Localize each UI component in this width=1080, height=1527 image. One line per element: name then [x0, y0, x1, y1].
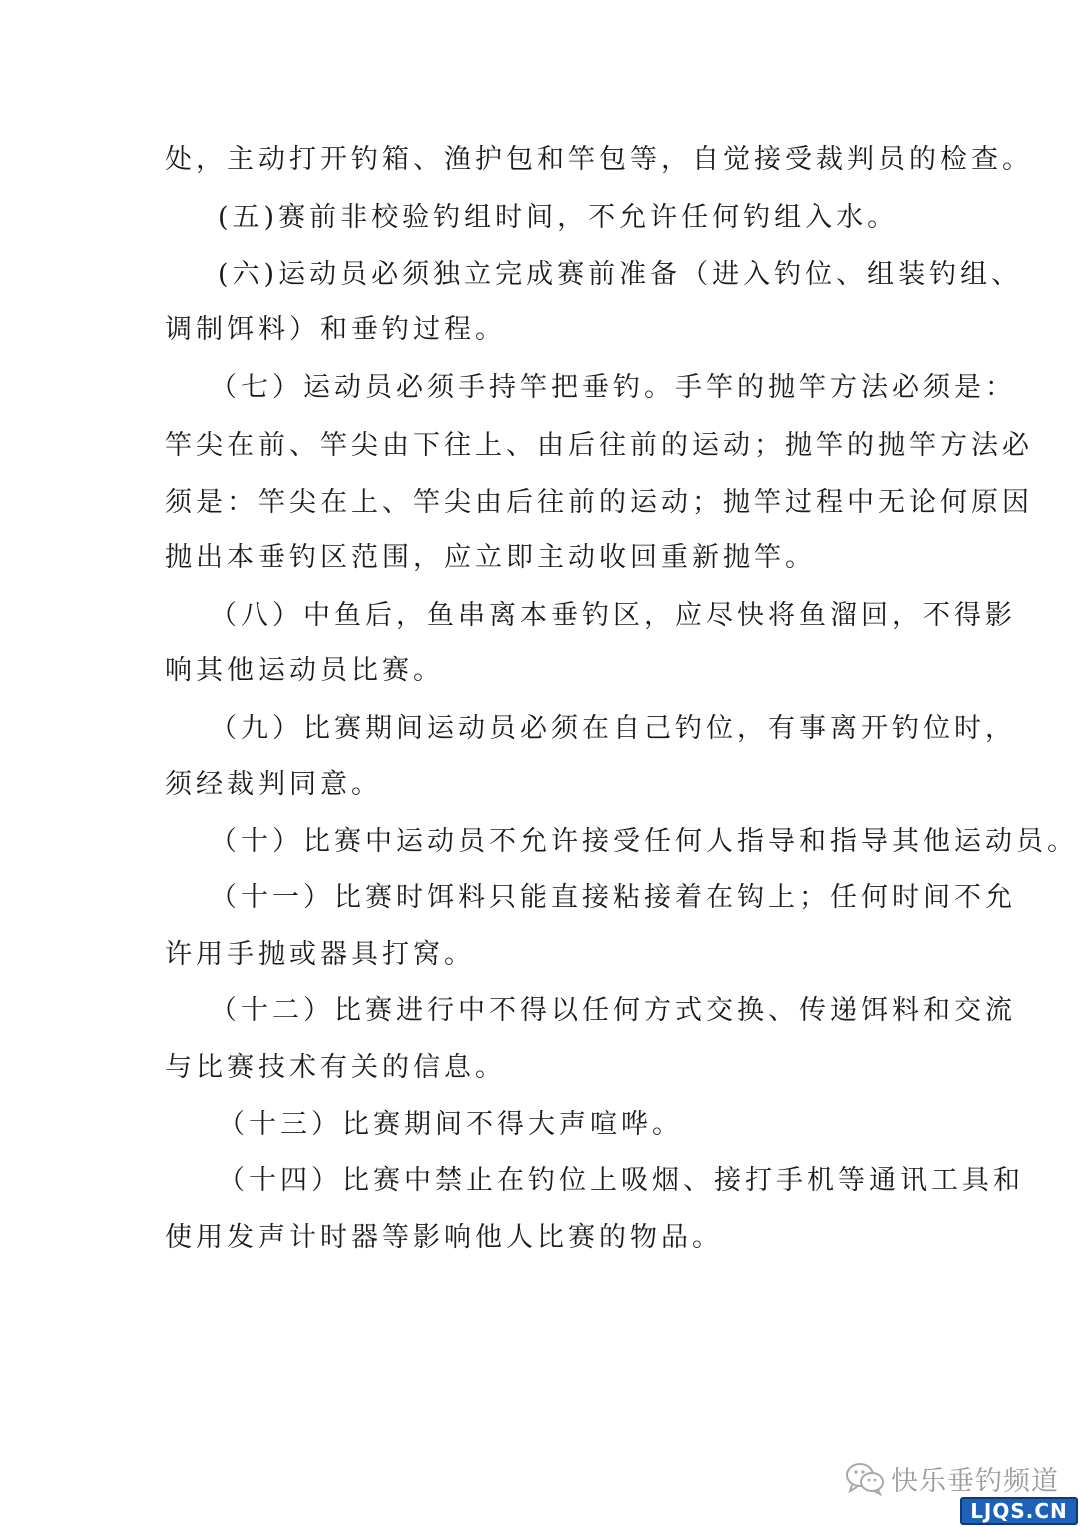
text-line: 处，主动打开钓箱、渔护包和竿包等，自觉接受裁判员的检查。 — [165, 144, 1033, 175]
text-line: （十一）比赛时饵料只能直接粘接着在钩上；任何时间不允 — [210, 882, 1016, 913]
text-line: 须经裁判同意。 — [165, 769, 382, 800]
wechat-watermark — [845, 1458, 1059, 1498]
text-line: (六)运动员必须独立完成赛前准备（进入钓位、组装钓组、 — [218, 259, 1023, 290]
wechat-icon — [845, 1461, 885, 1495]
text-line: （八）中鱼后，鱼串离本垂钓区，应尽快将鱼溜回，不得影 — [210, 600, 1016, 631]
site-logo: LJQS.CN — [960, 1497, 1078, 1525]
watermark-text: 快乐垂钓频道 — [891, 1465, 1059, 1497]
text-line: （十四）比赛中禁止在钓位上吸烟、接打手机等通讯工具和 — [218, 1165, 1024, 1196]
text-line: （十三）比赛期间不得大声喧哗。 — [218, 1109, 683, 1140]
text-line: （十二）比赛进行中不得以任何方式交换、传递饵料和交流 — [210, 995, 1016, 1026]
text-line: （十）比赛中运动员不允许接受任何人指导和指导其他运动员。 — [210, 826, 1078, 857]
text-line: 调制饵料）和垂钓过程。 — [165, 314, 506, 345]
text-line: 与比赛技术有关的信息。 — [165, 1052, 506, 1083]
text-line: 抛出本垂钓区范围，应立即主动收回重新抛竿。 — [165, 542, 816, 573]
text-line: 响其他运动员比赛。 — [165, 655, 444, 686]
text-line: 竿尖在前、竿尖由下往上、由后往前的运动；抛竿的抛竿方法必 — [165, 430, 1033, 461]
text-line: 许用手抛或器具打窝。 — [165, 939, 475, 970]
text-line: （七）运动员必须手持竿把垂钓。手竿的抛竿方法必须是： — [210, 372, 1016, 403]
text-line: (五)赛前非校验钓组时间，不允许任何钓组入水。 — [218, 202, 899, 233]
text-line: 须是：竿尖在上、竿尖由后往前的运动；抛竿过程中无论何原因 — [165, 487, 1033, 518]
text-line: 使用发声计时器等影响他人比赛的物品。 — [165, 1222, 723, 1253]
text-line: （九）比赛期间运动员必须在自己钓位，有事离开钓位时， — [210, 713, 1016, 744]
